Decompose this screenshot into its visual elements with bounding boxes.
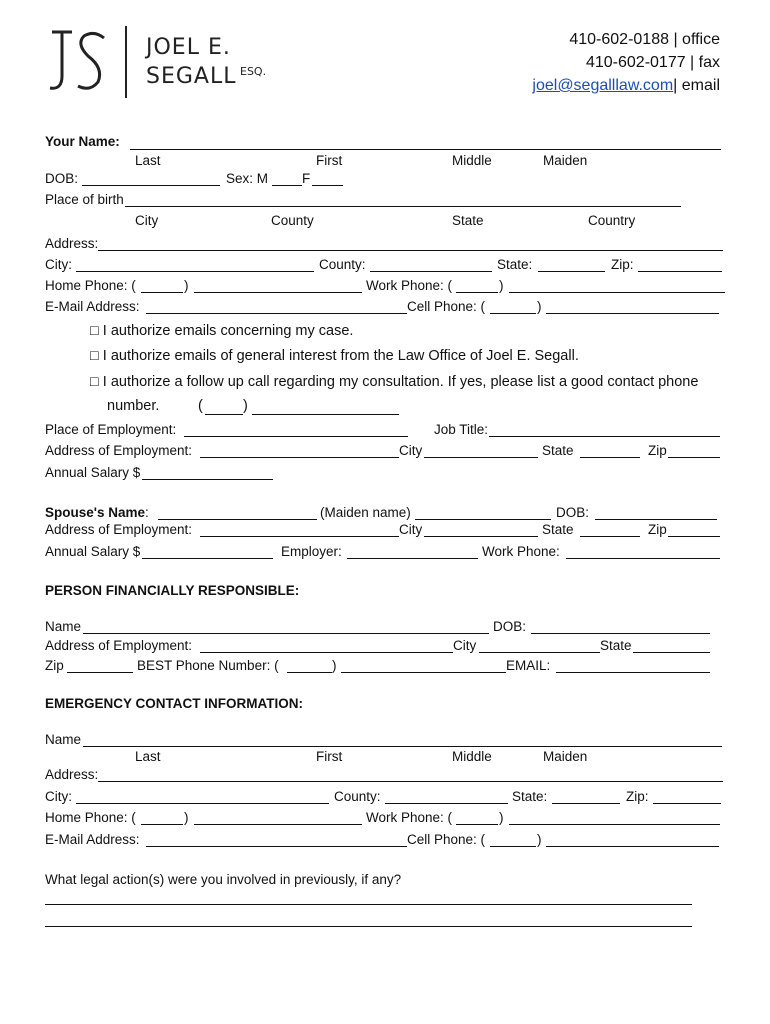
- logo-name-line1: JOEL E.: [146, 35, 231, 60]
- sex-label: Sex: M: [226, 171, 269, 186]
- address-field[interactable]: [98, 250, 723, 251]
- county-label: County:: [319, 257, 366, 272]
- emergency-home-phone-area-field[interactable]: [141, 824, 183, 825]
- city-field[interactable]: [76, 271, 314, 272]
- employment-place-label: Place of Employment:: [45, 422, 177, 437]
- fax-phone: 410-602-0177 | fax: [585, 54, 720, 71]
- spouse-work-phone-field[interactable]: [566, 558, 720, 559]
- emergency-sub-middle: Middle: [452, 749, 492, 764]
- email-contact: [532, 78, 720, 94]
- sub-city: City: [135, 213, 159, 228]
- employment-zip-label: Zip: [648, 443, 667, 458]
- spouse-work-phone-label: Work Phone:: [482, 544, 560, 559]
- emergency-email-field[interactable]: [146, 846, 407, 847]
- employment-city-label: City: [399, 443, 423, 458]
- work-phone-label: Work Phone: (: [366, 278, 453, 293]
- sub-maiden: Maiden: [543, 153, 588, 168]
- salary-field[interactable]: [142, 479, 273, 480]
- place-of-birth-field[interactable]: [125, 206, 681, 207]
- spouse-maiden-label: (Maiden name): [320, 505, 411, 520]
- cell-phone-close: ): [537, 299, 542, 314]
- financial-address-label: Address of Employment:: [45, 638, 193, 653]
- sub-state: State: [452, 213, 484, 228]
- js-logo-icon: [44, 28, 114, 94]
- best-phone-label: BEST Phone Number: (: [137, 658, 279, 673]
- emergency-work-phone-area-field[interactable]: [456, 824, 498, 825]
- spouse-address-field[interactable]: [200, 536, 399, 537]
- spouse-maiden-field[interactable]: [415, 519, 551, 520]
- best-phone-field[interactable]: [341, 672, 506, 673]
- number-paren-open: (: [198, 398, 203, 414]
- cell-phone-area-field[interactable]: [490, 313, 536, 314]
- spouse-salary-field[interactable]: [142, 558, 273, 559]
- emergency-zip-label: Zip:: [626, 789, 649, 804]
- home-phone-area-field[interactable]: [141, 292, 183, 293]
- state-field[interactable]: [538, 271, 605, 272]
- work-phone-close: ): [499, 278, 504, 293]
- emergency-state-field[interactable]: [552, 803, 620, 804]
- sub-middle: Middle: [452, 153, 492, 168]
- cell-phone-label: Cell Phone: (: [407, 299, 486, 314]
- emergency-county-field[interactable]: [385, 803, 508, 804]
- spouse-salary-label: Annual Salary $: [45, 544, 141, 559]
- home-phone-close: ): [184, 278, 189, 293]
- your-name-field[interactable]: [130, 149, 721, 150]
- financial-zip-field[interactable]: [67, 672, 133, 673]
- best-phone-close: ): [332, 658, 337, 673]
- consent-follow-up-call[interactable]: □ I authorize a follow up call regarding my consultation. If yes, please list a good contact phone: [90, 374, 699, 390]
- legal-question: What legal action(s) were you involved in previously, if any?: [45, 872, 402, 887]
- office-phone: 410-602-0188 | office: [569, 31, 720, 48]
- spouse-zip-label: Zip: [648, 522, 667, 537]
- emergency-home-phone-close: ): [184, 810, 189, 825]
- legal-answer-line-2[interactable]: [45, 926, 692, 927]
- logo-esq: ESQ.: [240, 65, 267, 78]
- emergency-address-label: Address:: [45, 767, 99, 782]
- emergency-sub-last: Last: [135, 749, 161, 764]
- emergency-zip-field[interactable]: [653, 803, 721, 804]
- sub-last: Last: [135, 153, 161, 168]
- financial-dob-label: DOB:: [493, 619, 527, 634]
- sub-county: County: [271, 213, 314, 228]
- sub-first: First: [316, 153, 343, 168]
- contact-number-field[interactable]: [252, 414, 399, 415]
- financial-name-field[interactable]: [83, 633, 489, 634]
- logo-name-line2: SEGALL: [146, 64, 237, 89]
- emergency-work-phone-close: ): [499, 810, 504, 825]
- employment-place-field[interactable]: [184, 436, 408, 437]
- home-phone-field[interactable]: [194, 292, 362, 293]
- spouse-state-label: State: [542, 522, 574, 537]
- financial-name-label: Name: [45, 619, 82, 634]
- email-field[interactable]: [146, 313, 407, 314]
- home-phone-label: Home Phone: (: [45, 278, 136, 293]
- legal-answer-line-1[interactable]: [45, 904, 692, 905]
- financial-state-label: State: [600, 638, 632, 653]
- financial-email-label: EMAIL:: [506, 658, 551, 673]
- financial-email-field[interactable]: [556, 672, 710, 673]
- job-title-label: Job Title:: [434, 422, 489, 437]
- emergency-state-label: State:: [512, 789, 548, 804]
- emergency-sub-first: First: [316, 749, 343, 764]
- dob-label: DOB:: [45, 171, 79, 186]
- spouse-state-field[interactable]: [580, 536, 640, 537]
- emergency-work-phone-field[interactable]: [509, 824, 720, 825]
- employment-state-field[interactable]: [580, 457, 640, 458]
- spouse-name-field[interactable]: [158, 519, 317, 520]
- contact-number-area-field[interactable]: [205, 414, 243, 415]
- spouse-address-label: Address of Employment:: [45, 522, 193, 537]
- emergency-email-label: E-Mail Address:: [45, 832, 140, 847]
- emergency-heading: EMERGENCY CONTACT INFORMATION:: [45, 696, 303, 711]
- employment-address-field[interactable]: [200, 457, 399, 458]
- state-label: State:: [497, 257, 533, 272]
- financial-dob-field[interactable]: [531, 633, 710, 634]
- zip-label: Zip:: [611, 257, 634, 272]
- emergency-county-label: County:: [334, 789, 381, 804]
- employment-zip-field[interactable]: [668, 457, 720, 458]
- spouse-name-colon: :: [145, 505, 149, 520]
- sex-f-field[interactable]: [312, 185, 343, 186]
- city-label: City:: [45, 257, 72, 272]
- emergency-cell-phone-area-field[interactable]: [490, 846, 536, 847]
- employment-state-label: State: [542, 443, 574, 458]
- work-phone-area-field[interactable]: [456, 292, 498, 293]
- employment-address-label: Address of Employment:: [45, 443, 193, 458]
- emergency-name-field[interactable]: [83, 746, 722, 747]
- consent-general-emails[interactable]: □ I authorize emails of general interest from the Law Office of Joel E. Segall.: [90, 348, 579, 364]
- financial-address-field[interactable]: [200, 652, 453, 653]
- cell-phone-field[interactable]: [546, 313, 719, 314]
- logo-divider: [125, 26, 127, 98]
- place-of-birth-label: Place of birth: [45, 192, 124, 207]
- email-suffix: | email: [673, 77, 720, 94]
- salary-label: Annual Salary $: [45, 465, 141, 480]
- your-name-label: Your Name:: [45, 134, 120, 149]
- emergency-cell-phone-label: Cell Phone: (: [407, 832, 486, 847]
- emergency-sub-maiden: Maiden: [543, 749, 588, 764]
- emergency-city-label: City:: [45, 789, 72, 804]
- financial-heading: PERSON FINANCIALLY RESPONSIBLE:: [45, 583, 300, 598]
- dob-field[interactable]: [82, 185, 220, 186]
- work-phone-field[interactable]: [509, 292, 725, 293]
- spouse-dob-field[interactable]: [595, 519, 717, 520]
- spouse-city-field[interactable]: [424, 536, 538, 537]
- financial-state-field[interactable]: [633, 652, 710, 653]
- emergency-address-field[interactable]: [98, 781, 723, 782]
- spouse-name-text: Spouse's Name: [45, 505, 145, 520]
- emergency-city-field[interactable]: [76, 803, 329, 804]
- number-paren-close: ): [243, 398, 248, 414]
- zip-field[interactable]: [638, 271, 722, 272]
- best-phone-area-field[interactable]: [287, 672, 332, 673]
- spouse-name-label: [45, 506, 149, 520]
- financial-zip-label: Zip: [45, 658, 64, 673]
- emergency-home-phone-field[interactable]: [194, 824, 362, 825]
- financial-city-label: City: [453, 638, 477, 653]
- emergency-work-phone-label: Work Phone: (: [366, 810, 453, 825]
- spouse-dob-label: DOB:: [556, 505, 590, 520]
- employment-city-field[interactable]: [424, 457, 538, 458]
- email-link[interactable]: joel@segalllaw.com: [532, 77, 674, 94]
- sex-f-label: F: [302, 171, 311, 186]
- number-label: number.: [107, 398, 160, 414]
- emergency-cell-phone-field[interactable]: [546, 846, 719, 847]
- county-field[interactable]: [370, 271, 492, 272]
- emergency-home-phone-label: Home Phone: (: [45, 810, 136, 825]
- spouse-zip-field[interactable]: [668, 536, 720, 537]
- emergency-name-label: Name: [45, 732, 82, 747]
- spouse-city-label: City: [399, 522, 423, 537]
- financial-city-field[interactable]: [479, 652, 600, 653]
- spouse-employer-field[interactable]: [347, 558, 478, 559]
- sex-m-field[interactable]: [272, 185, 302, 186]
- job-title-field[interactable]: [489, 436, 720, 437]
- email-label: E-Mail Address:: [45, 299, 140, 314]
- spouse-employer-label: Employer:: [281, 544, 342, 559]
- consent-case-emails[interactable]: □ I authorize emails concerning my case.: [90, 323, 354, 339]
- emergency-cell-phone-close: ): [537, 832, 542, 847]
- sub-country: Country: [588, 213, 636, 228]
- address-label: Address:: [45, 236, 99, 251]
